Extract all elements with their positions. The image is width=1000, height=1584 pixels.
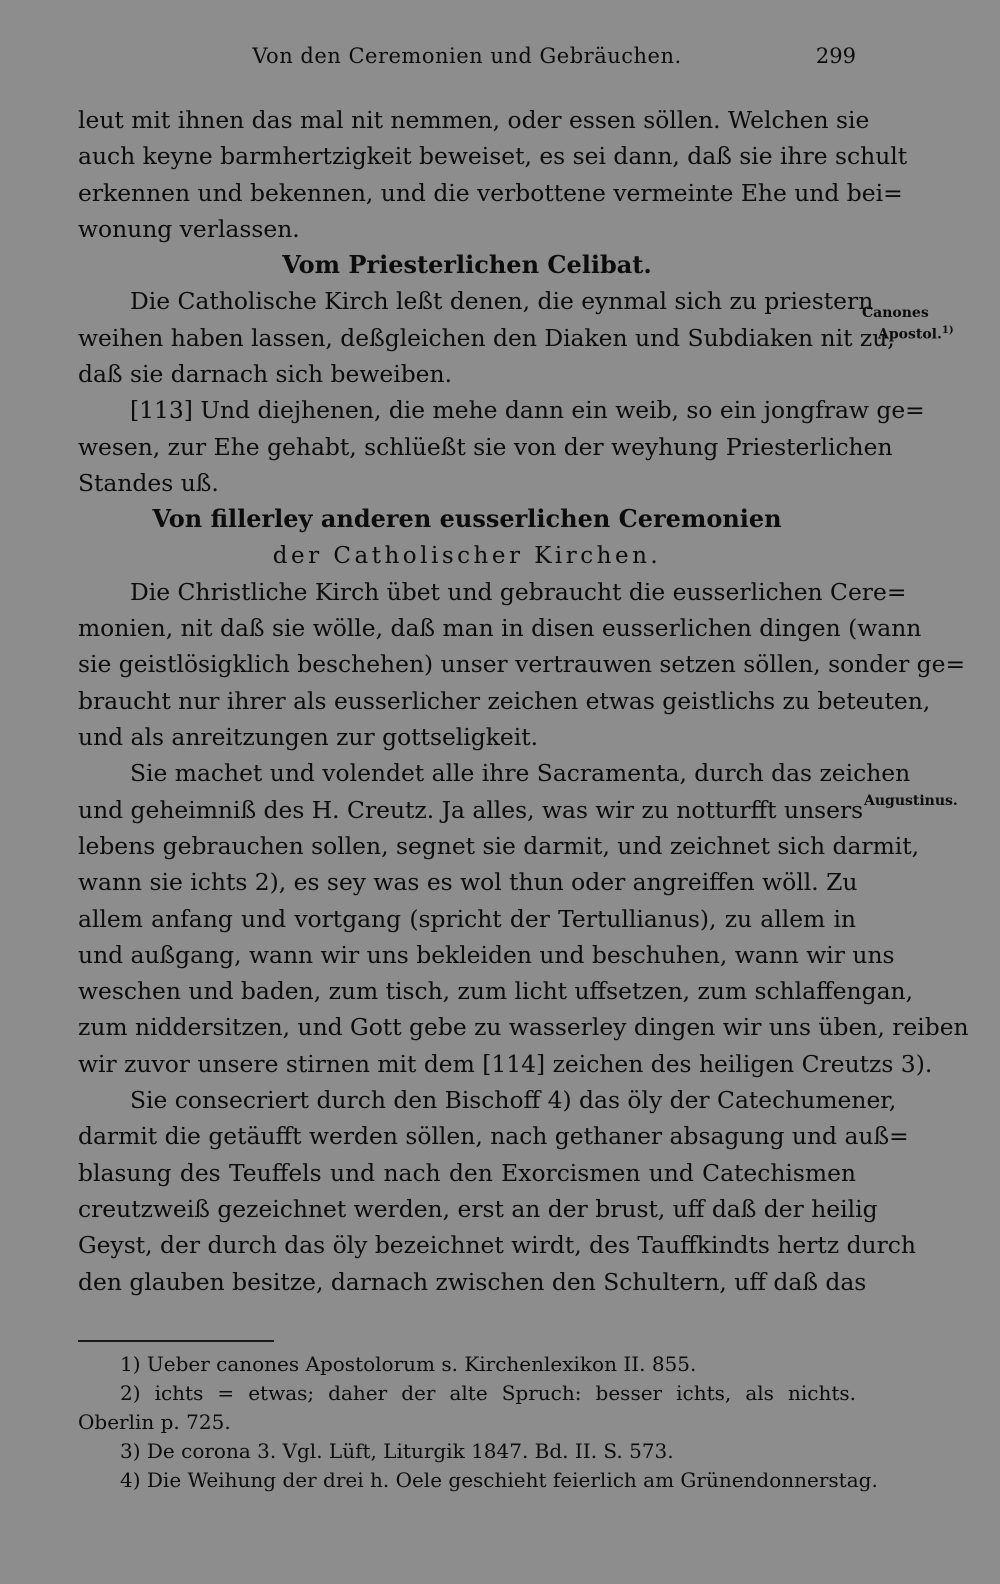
text-line: auch keyne barmhertzigkeit beweiset, es sei dann, daß sie ihre schult: [78, 142, 908, 171]
text-line: Die Christliche Kirch übet und gebraucht die eusserlichen Cere=: [130, 577, 907, 606]
section-subheading: der Catholischer Kirchen.: [272, 542, 662, 569]
text-line: wesen, zur Ehe gehabt, schlüeßt sie von der weyhung Priesterlichen: [78, 432, 893, 461]
footnote-2: 2) ichts = etwas; daher der alte Spruch: besser ichts, als nichts.: [120, 1381, 856, 1405]
text-line: lebens gebrauchen sollen, segnet sie darmit, und zeichnet sich darmit,: [78, 831, 920, 860]
text-line: wonung verlassen.: [78, 214, 300, 243]
text-line: allem anfang und vortgang (spricht der Tertullianus), zu allem in: [78, 904, 856, 933]
margin-note-augustinus: Augustinus.: [864, 793, 958, 809]
margin-note-canones: Canones: [862, 305, 929, 321]
text-line: blasung des Teuffels und nach den Exorcismen und Catechismen: [78, 1158, 856, 1187]
text-line: wann sie ichts 2), es sey was es wol thun oder angreiffen wöll. Zu: [78, 868, 858, 897]
footnotes: [78, 1350, 878, 1495]
footnote-4: 4) Die Weihung der drei h. Oele geschieht feierlich am Grünendonnerstag.: [120, 1468, 878, 1492]
margin-note-apostol: [878, 322, 954, 344]
page-header: [78, 44, 856, 74]
text-line: [113] Und diejhenen, die mehe dann ein weib, so ein jongfraw ge=: [130, 396, 925, 425]
text-line: zum niddersitzen, und Gott gebe zu wasserley dingen wir uns üben, reiben: [78, 1013, 969, 1042]
text-line: und als anreitzungen zur gottseligkeit.: [78, 723, 539, 752]
text-line: leut mit ihnen das mal nit nemmen, oder essen söllen. Welchen sie: [78, 106, 870, 134]
footnote-2-continuation: Oberlin p. 725.: [78, 1410, 231, 1434]
footnote-divider: [78, 1340, 274, 1342]
text-line: sie geistlösigklich beschehen) unser vertrauwen setzen söllen, sonder ge=: [78, 650, 966, 679]
text-line: Geyst, der durch das öly bezeichnet wirdt, des Tauffkindts hertz durch: [78, 1231, 916, 1260]
text-line: monien, nit daß sie wölle, daß man in disen eusserlichen dingen (wann: [78, 614, 922, 643]
margin-note-apostol-ref: 1): [941, 325, 954, 336]
text-line: darmit die getäufft werden söllen, nach gethaner absagung und auß=: [78, 1122, 909, 1151]
margin-note-apostol-text: Apostol.: [878, 326, 942, 343]
text-line: braucht nur ihrer als eusserlicher zeichen etwas geistlichs zu beteuten,: [78, 686, 931, 715]
text-line: Sie consecriert durch den Bischoff 4) das öly der Catechumener,: [130, 1086, 897, 1115]
running-title: Von den Ceremonien und Gebräuchen.: [252, 44, 682, 68]
text-line: und geheimniß des H. Creutz. Ja alles, was wir zu notturfft unsers: [78, 795, 864, 824]
text-line: erkennen und bekennen, und die verbottene vermeinte Ehe und bei=: [78, 178, 903, 207]
footnote-1: 1) Ueber canones Apostolorum s. Kirchenlexikon II. 855.: [120, 1352, 697, 1376]
text-line: daß sie darnach sich beweiben.: [78, 360, 453, 389]
text-line: Die Catholische Kirch leßt denen, die eynmal sich zu priestern: [130, 287, 874, 316]
text-line: weschen und baden, zum tisch, zum licht uffsetzen, zum schlaffengan,: [78, 977, 914, 1006]
section-heading-celibat: Vom Priesterlichen Celibat.: [282, 250, 652, 280]
text-line: weihen haben lassen, deßgleichen den Diaken und Subdiaken nit zu,: [78, 323, 895, 352]
text-line: Sie machet und volendet alle ihre Sacramenta, durch das zeichen: [130, 759, 911, 788]
text-line: wir zuvor unsere stirnen mit dem [114] zeichen des heiligen Creutzs 3).: [78, 1049, 933, 1078]
text-line: den glauben besitze, darnach zwischen den Schultern, uff daß das: [78, 1267, 867, 1296]
page-number: 299: [815, 44, 856, 68]
section-heading-ceremonien: Von fillerley anderen eusserlichen Ceremonien: [152, 504, 782, 534]
footnote-3: 3) De corona 3. Vgl. Lüft, Liturgik 1847. Bd. II. S. 573.: [120, 1439, 674, 1463]
text-line: und außgang, wann wir uns bekleiden und beschuhen, wann wir uns: [78, 940, 895, 969]
text-line: creutzweiß gezeichnet werden, erst an der brust, uff daß der heilig: [78, 1194, 878, 1223]
text-line: Standes uß.: [78, 468, 219, 497]
